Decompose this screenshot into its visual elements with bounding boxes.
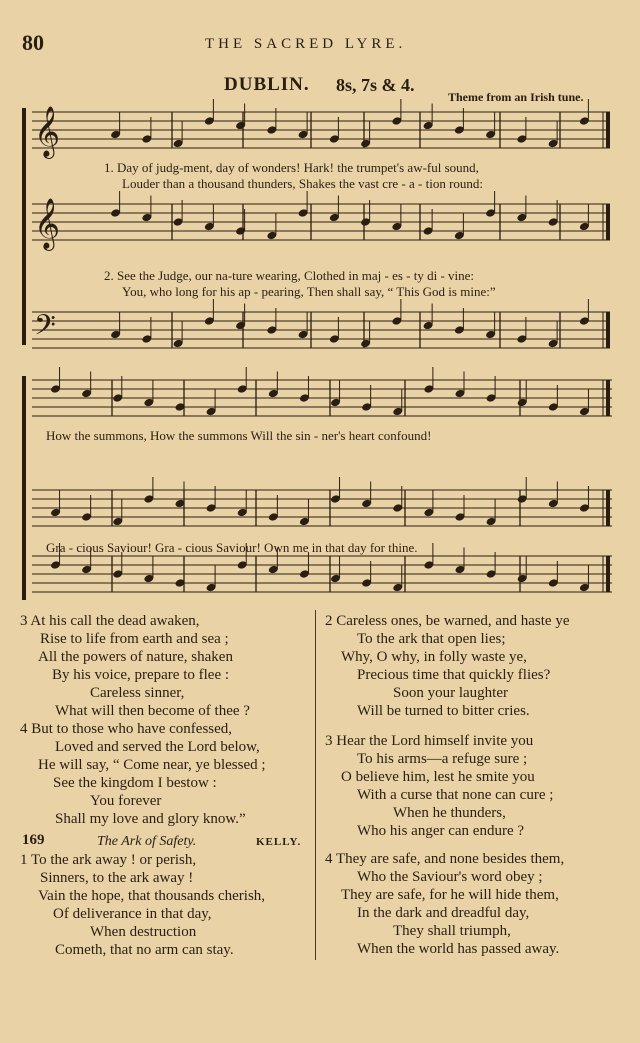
verse-line: Soon your laughter xyxy=(393,685,508,701)
verse-line: 1 To the ark away ! or perish, xyxy=(20,852,197,868)
bass-clef-1: 𝄢 xyxy=(34,309,56,349)
hymn-author: KELLY. xyxy=(256,836,302,848)
tune-source: Theme from an Irish tune. xyxy=(448,90,584,104)
treble-clef-1: 𝄞 xyxy=(34,106,61,157)
music-lyric-line-4: You, who long for his ap - pearing, Then shall say, “ This God is mine:” xyxy=(122,284,496,299)
verse-line: To his arms—a refuge sure ; xyxy=(357,751,528,767)
verse-line: All the powers of nature, shaken xyxy=(38,649,233,665)
verse-line: What will then become of thee ? xyxy=(55,703,250,719)
verse-line: Sinners, to the ark away ! xyxy=(40,870,194,886)
music-lyric-line-3: 2. See the Judge, our na-ture wearing, Clothed in maj - es - ty di - vine: xyxy=(104,268,475,283)
verse-line: In the dark and dreadful day, xyxy=(357,905,530,921)
right-verse-2 xyxy=(325,612,570,720)
music-lyric-line-2: Louder than a thousand thunders, Shakes the vast cre - a - tion round: xyxy=(122,176,484,191)
verse-line: When destruction xyxy=(90,924,197,940)
verse-line: Why, O why, in folly waste ye, xyxy=(341,649,527,665)
left-verse-3 xyxy=(20,612,250,720)
verse-line: When he thunders, xyxy=(393,805,506,821)
music-lyric-line-1: 1. Day of judg-ment, day of wonders! Hark! the trumpet's aw-ful sound, xyxy=(104,160,479,175)
verse-line: By his voice, prepare to flee : xyxy=(52,667,230,683)
verse-line: 3 At his call the dead awaken, xyxy=(20,613,200,629)
verse-line: Rise to life from earth and sea ; xyxy=(40,631,229,647)
running-title: THE SACRED LYRE. xyxy=(205,36,407,52)
verse-line: Shall my love and glory know.” xyxy=(55,811,246,827)
music-lyric-line-6: Gra - cious Saviour! Gra - cious Saviour! Own me in that day for thine. xyxy=(46,540,418,555)
left-verse-4 xyxy=(20,720,266,828)
hymn-title: The Ark of Safety. xyxy=(97,834,197,849)
verse-line: Cometh, that no arm can stay. xyxy=(55,942,234,958)
verse-line: Of deliverance in that day, xyxy=(53,906,212,922)
column-divider xyxy=(315,610,316,960)
tune-name: DUBLIN. xyxy=(224,74,310,95)
verse-line: They shall triumph, xyxy=(393,923,511,939)
tune-meter: 8s, 7s & 4. xyxy=(336,75,415,95)
verse-line: When the world has passed away. xyxy=(357,941,560,957)
hymn-verse-1 xyxy=(20,851,265,959)
verse-line: You forever xyxy=(90,793,162,809)
verse-line: 3 Hear the Lord himself invite you xyxy=(325,733,534,749)
verse-line: To the ark that open lies; xyxy=(357,631,506,647)
right-verse-4 xyxy=(325,850,564,958)
hymn-number: 169 xyxy=(22,832,45,848)
verse-line: Precious time that quickly flies? xyxy=(357,667,551,683)
verse-line: Will be turned to bitter cries. xyxy=(357,703,530,719)
verse-line: Careless sinner, xyxy=(90,685,185,701)
page-number: 80 xyxy=(22,30,44,55)
verse-line: 4 They are safe, and none besides them, xyxy=(325,851,565,867)
verse-line: O believe him, lest he smite you xyxy=(341,769,535,785)
right-verse-3 xyxy=(325,732,553,840)
verse-line: Who the Saviour's word obey ; xyxy=(357,869,543,885)
verse-line: Vain the hope, that thousands cherish, xyxy=(38,888,266,904)
verse-line: See the kingdom I bestow : xyxy=(53,775,217,791)
verse-line: 4 But to those who have confessed, xyxy=(20,721,233,737)
verse-line: With a curse that none can cure ; xyxy=(357,787,554,803)
treble-clef-2: 𝄞 xyxy=(34,198,61,249)
verse-line: Who his anger can endure ? xyxy=(357,823,525,839)
verse-line: Loved and served the Lord below, xyxy=(55,739,260,755)
music-lyric-line-5: How the summons, How the summons Will the sin - ner's heart confound! xyxy=(46,428,432,443)
verse-line: He will say, “ Come near, ye blessed ; xyxy=(38,757,266,773)
verse-line: They are safe, for he will hide them, xyxy=(341,887,559,903)
verse-line: 2 Careless ones, be warned, and haste ye xyxy=(325,613,570,629)
